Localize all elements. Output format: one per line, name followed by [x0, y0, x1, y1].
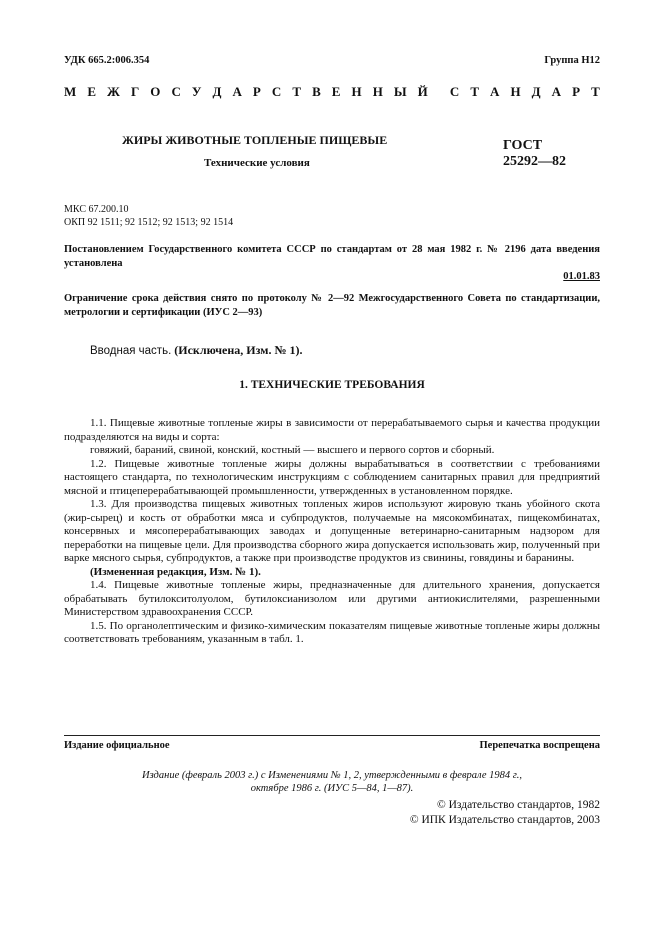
decree-text: Постановлением Государственного комитета СССР по стандартам от 28 мая 1982 г. № 2196 дата введения установлена [64, 244, 600, 269]
paragraph-1-5: 1.5. По органолептическим и физико-химическим показателям пищевые животные топленые жиры должны соответствовать требованиям, указанным в табл. 1. [64, 619, 600, 645]
banner-letter: А [490, 84, 500, 99]
banner-letter: Р [252, 84, 261, 99]
footer-divider [64, 735, 600, 736]
gost-label: ГОСТ [503, 138, 543, 153]
banner-letter: М [64, 84, 77, 99]
document-subtitle: Технические условия [204, 157, 310, 169]
banner-letter: Ж [107, 84, 120, 99]
okp-code: ОКП 92 1511; 92 1512; 92 1513; 92 1514 [64, 217, 234, 228]
banner-letter: Т [470, 84, 479, 99]
banner-letter: Г [130, 84, 140, 99]
udk-code: УДК 665.2:006.354 [64, 55, 150, 66]
banner-letter: Н [510, 84, 521, 99]
gost-number: 25292—82 [503, 154, 566, 169]
banner-letter: Н [372, 84, 383, 99]
banner-letter: А [551, 84, 562, 99]
banner-letter: С [271, 84, 282, 99]
banner-letter: Е [87, 84, 96, 99]
edition-info-line-1: Издание (февраль 2003 г.) с Изменениями № 1, 2, утвержденными в феврале 1984 г., [142, 770, 522, 781]
intro-line [90, 343, 303, 358]
banner-letter: Р [572, 84, 581, 99]
effective-date: 01.01.83 [563, 271, 600, 282]
banner-letter: С [171, 84, 181, 99]
banner-letter: Й [417, 84, 428, 99]
banner-letter: О [150, 84, 161, 99]
limitation-text: Ограничение срока действия снято по протоколу № 2—92 Межгосударственного Совета по стандартизации, метрологии и сертификации (ИУС 2—93) [64, 293, 600, 318]
paragraph-1-1: 1.1. Пищевые животные топленые жиры в зависимости от перерабатываемого сырья и качества продукции подразделяются на виды и сорта: [64, 417, 600, 443]
banner-letter: С [449, 84, 460, 99]
copyright-1: © Издательство стандартов, 1982 [436, 799, 600, 811]
intro-note: (Исключена, Изм. № 1). [174, 343, 303, 357]
paragraph-1-2: 1.2. Пищевые животные топленые жиры должны вырабатываться в соответствии с требованиями настоящего стандарта, по технологическим инструкциям с соблюдением санитарных правил для предприятий мясной и птицеперерабатывающей промышленности, утвержденных в установленном порядке. [64, 457, 600, 497]
banner-letter: Ы [393, 84, 407, 99]
paragraph-1-3: 1.3. Для производства пищевых животных топленых жиров используют жировую ткань убойного скота (жир-сырец) и кость от обработки мяса и субпродуктов, получаемые на мясокомбинатах, пищекомбинатах, консервных и мясоперерабатывающих заводах и допущенные ветеринарно-санитарным надзором для переработки на пищевые цели. Для производства сборного жира допускается использовать жир, полученный при варке мясного сырья, субпродуктов, а также при производстве продуктов из свинины, говядины и баранины. [64, 498, 600, 564]
banner-letter: Т [292, 84, 302, 99]
interstate-standard-banner [64, 84, 600, 100]
intro-label: Вводная часть. [90, 345, 172, 357]
paragraph-1-1-list: говяжий, бараний, свиной, конский, костный — высшего и первого сортов и сборный. [90, 444, 495, 456]
section-heading: 1. ТЕХНИЧЕСКИЕ ТРЕБОВАНИЯ [239, 379, 425, 391]
amended-note: (Измененная редакция, Изм. № 1). [90, 565, 261, 578]
banner-letter: А [232, 84, 242, 99]
copyright-2: © ИПК Издательство стандартов, 2003 [409, 814, 600, 826]
banner-letter: В [312, 84, 321, 99]
banner-letter: Д [212, 84, 222, 99]
document-title: ЖИРЫ ЖИВОТНЫЕ ТОПЛЕНЫЕ ПИЩЕВЫЕ [122, 133, 388, 147]
paragraph-1-4: 1.4. Пищевые животные топленые жиры, предназначенные для длительного хранения, допускается обрабатывать бутилокситолуолом, бутилоксианизолом или другими антиокислителями, разрешенными Министерством здравоохранения СССР. [64, 579, 600, 618]
group-code: Группа Н12 [544, 55, 600, 66]
banner-letter: У [191, 84, 202, 99]
banner-letter: Н [351, 84, 362, 99]
official-edition: Издание официальное [64, 740, 170, 751]
reprint-notice: Перепечатка воспрещена [479, 740, 600, 751]
banner-letter: Т [591, 84, 600, 99]
section-body [64, 417, 600, 647]
banner-letter: Е [331, 84, 341, 99]
edition-info-line-2: октябре 1986 г. (ИУС 5—84, 1—87). [250, 783, 414, 794]
mks-code: МКС 67.200.10 [64, 204, 129, 215]
banner-letter: Д [531, 84, 541, 99]
